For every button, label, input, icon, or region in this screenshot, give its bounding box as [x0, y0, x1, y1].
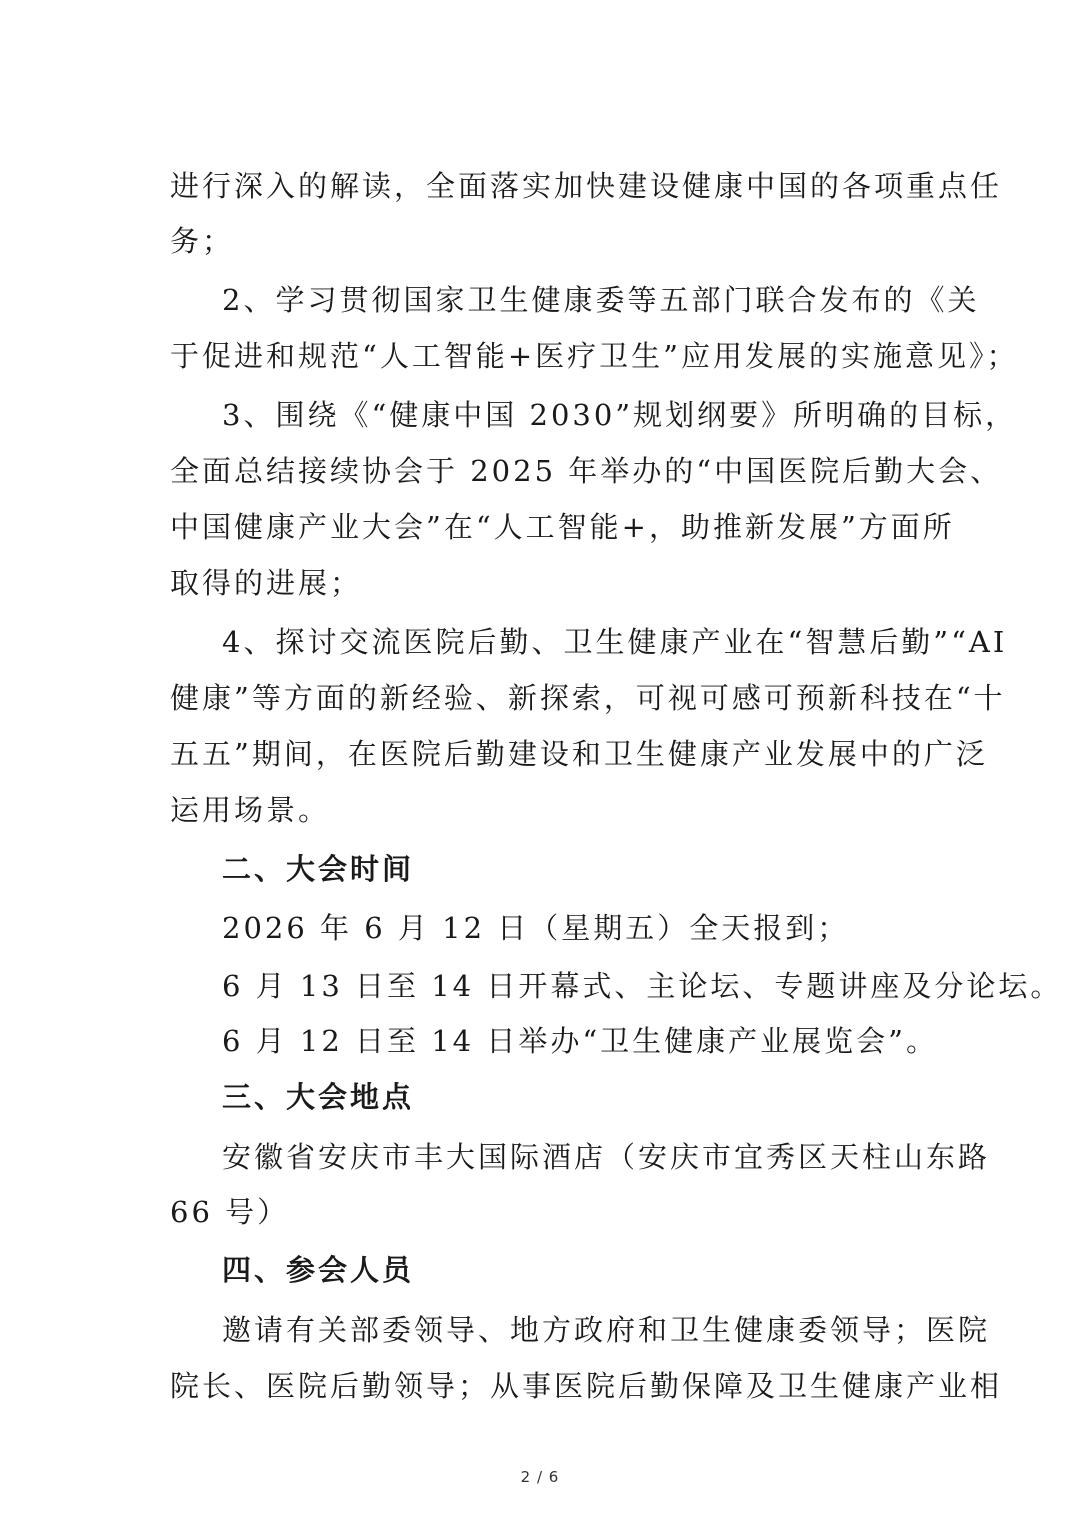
- section-heading: 四、参会人员: [222, 1253, 415, 1287]
- body-text-line: 6 月 12 日至 14 日举办“卫生健康产业展览会”。: [222, 1024, 938, 1058]
- body-text-line: 全面总结接续协会于 2025 年举办的“中国医院后勤大会、: [170, 454, 1003, 488]
- body-text-line: 务；: [170, 224, 235, 258]
- body-text-line: 2026 年 6 月 12 日（星期五）全天报到；: [222, 911, 850, 945]
- section-heading: 三、大会地点: [222, 1080, 415, 1114]
- page-number: 2 / 6: [520, 1468, 560, 1486]
- body-text-line: 健康”等方面的新经验、新探索，可视可感可预新科技在“十: [170, 681, 1006, 715]
- body-text-line: 2、学习贯彻国家卫生健康委等五部门联合发布的《关: [222, 283, 980, 317]
- body-text-line: 邀请有关部委领导、地方政府和卫生健康委领导；医院: [222, 1313, 991, 1347]
- body-text-line: 于促进和规范“人工智能+医疗卫生”应用发展的实施意见》；: [170, 339, 1019, 373]
- body-text-line: 中国健康产业大会”在“人工智能+，助推新发展”方面所: [170, 510, 955, 544]
- body-text-line: 4、探讨交流医院后勤、卫生健康产业在“智慧后勤”“AI: [222, 625, 1008, 659]
- body-text-line: 院长、医院后勤领导；从事医院后勤保障及卫生健康产业相: [170, 1369, 1003, 1403]
- body-text-line: 6 月 13 日至 14 日开幕式、主论坛、专题讲座及分论坛。: [222, 969, 1063, 1003]
- body-text-line: 取得的进展；: [170, 566, 363, 600]
- body-text-line: 66 号）: [170, 1195, 290, 1229]
- body-text-line: 五五”期间，在医院后勤建设和卫生健康产业发展中的广泛: [170, 737, 988, 771]
- body-text-line: 安徽省安庆市丰大国际酒店（安庆市宜秀区天柱山东路: [222, 1140, 991, 1174]
- body-text-line: 运用场景。: [170, 793, 331, 827]
- body-text-line: 进行深入的解读，全面落实加快建设健康中国的各项重点任: [170, 169, 1003, 203]
- section-heading: 二、大会时间: [222, 852, 415, 886]
- body-text-line: 3、围绕《“健康中国 2030”规划纲要》所明确的目标，: [222, 398, 1018, 432]
